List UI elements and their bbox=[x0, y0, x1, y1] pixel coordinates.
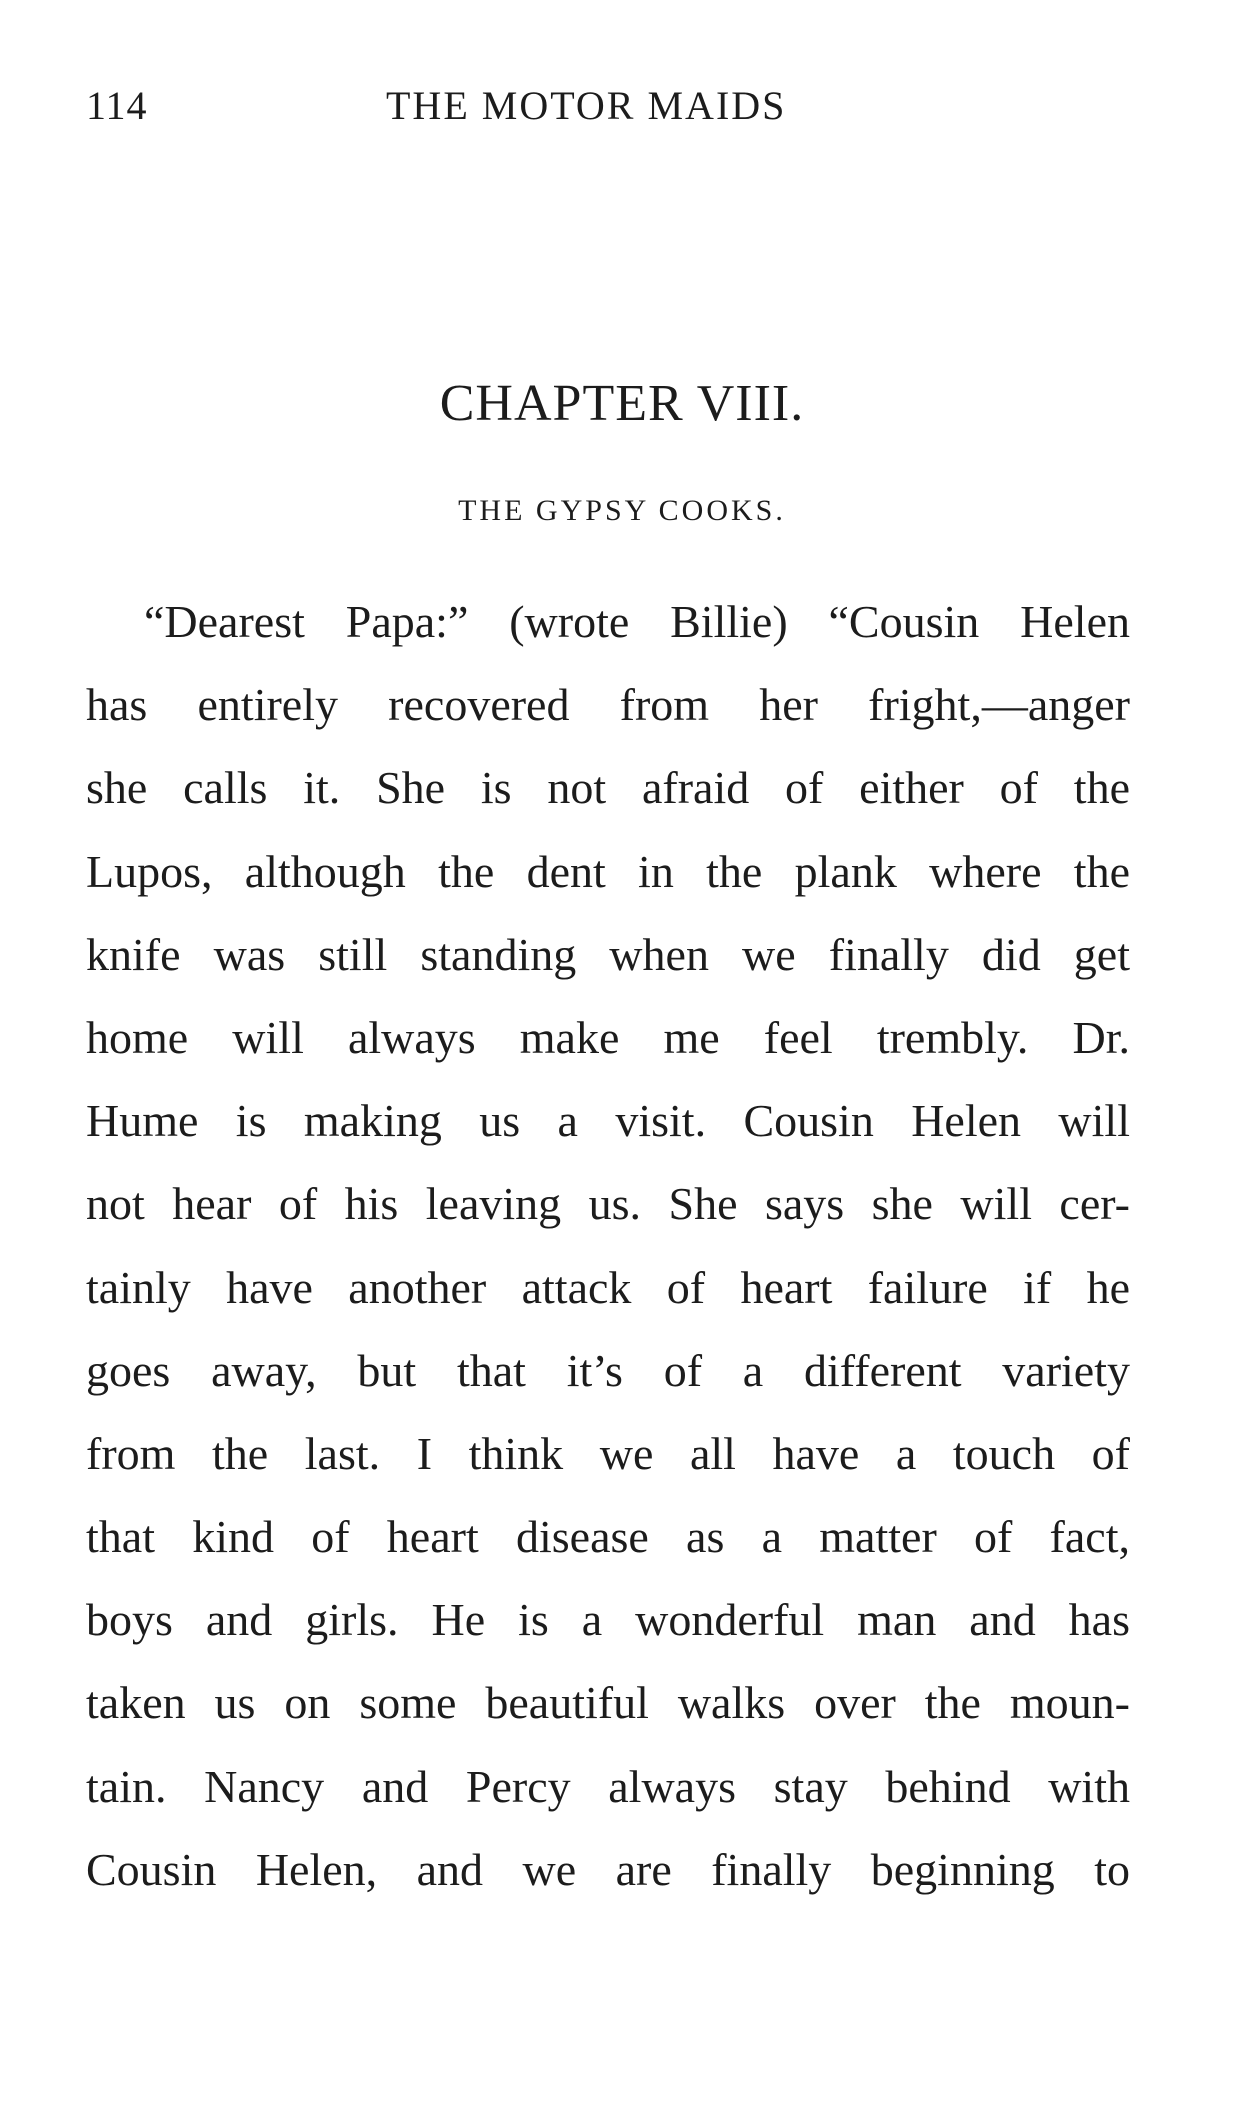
text-line: Lupos, although the dent in the plank where the bbox=[86, 845, 1130, 897]
text-line: goes away, but that it’s of a different variety bbox=[86, 1344, 1130, 1396]
text-line: Cousin Helen, and we are finally beginning to bbox=[86, 1843, 1130, 1895]
text-line: knife was still standing when we finally did get bbox=[86, 928, 1130, 980]
text-line: she calls it. She is not afraid of either of the bbox=[86, 762, 1130, 814]
text-line: has entirely recovered from her fright,—anger bbox=[86, 679, 1130, 731]
text-line: taken us on some beautiful walks over the moun- bbox=[86, 1677, 1130, 1729]
text-line: boys and girls. He is a wonderful man and has bbox=[86, 1594, 1130, 1646]
text-line: not hear of his leaving us. She says she will cer- bbox=[86, 1178, 1130, 1230]
text-line: “Dearest Papa:” (wrote Billie) “Cousin Helen bbox=[144, 596, 1130, 647]
text-line: tainly have another attack of heart failure if he bbox=[86, 1261, 1130, 1313]
text-line: tain. Nancy and Percy always stay behind with bbox=[86, 1760, 1130, 1812]
chapter-subtitle: THE GYPSY COOKS. bbox=[458, 494, 786, 527]
text-line: Hume is making us a visit. Cousin Helen will bbox=[86, 1095, 1130, 1147]
page-number: 114 bbox=[86, 83, 148, 128]
text-line: home will always make me feel trembly. Dr. bbox=[86, 1011, 1130, 1063]
chapter-title: CHAPTER VIII. bbox=[439, 375, 805, 432]
text-line: from the last. I think we all have a touch of bbox=[86, 1427, 1130, 1479]
body-paragraph bbox=[86, 580, 1130, 1911]
running-head: THE MOTOR MAIDS bbox=[386, 83, 787, 128]
text-line: that kind of heart disease as a matter of fact, bbox=[86, 1511, 1130, 1563]
